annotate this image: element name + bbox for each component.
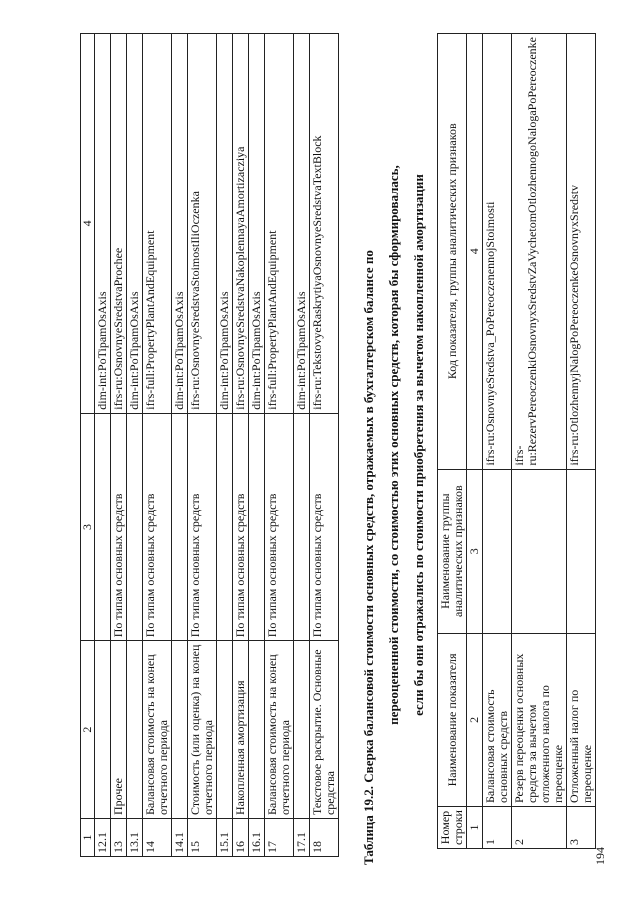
index-cell: 4 xyxy=(467,34,483,470)
table-cell xyxy=(483,469,512,633)
table-cell: Балансовая стоимость основных средств xyxy=(483,633,512,806)
index-cell: 1 xyxy=(467,807,483,849)
table-cell: По типам основных средств xyxy=(265,413,294,641)
index-cell: 2 xyxy=(467,633,483,806)
header-cell: Код показателя, группы аналитических признаков xyxy=(438,34,467,470)
table-cell: Балансовая стоимость на конец отчетного периода xyxy=(143,641,172,819)
table-row xyxy=(249,34,265,857)
table-cell: 16 xyxy=(233,819,249,857)
table-body xyxy=(483,34,596,849)
index-cell: 3 xyxy=(467,469,483,633)
table-cell: ifrs-full:PropertyPlantAndEquipment xyxy=(143,34,172,414)
table-cell xyxy=(127,641,143,819)
table-cell: Прочее xyxy=(111,641,127,819)
table-cell xyxy=(217,641,233,819)
table-cell: ifrs-ru:TekstovyeRaskrytiyaOsnovnyeSredstvaTextBlock xyxy=(310,34,339,414)
table-row xyxy=(483,34,512,849)
table-cell: Отложенный налог по переоценке xyxy=(567,633,596,806)
page-number: 194 xyxy=(593,847,607,865)
table-cell xyxy=(249,413,265,641)
table-cell: По типам основных средств xyxy=(111,413,127,641)
table-cell: dim-int:PoTipamOsAxis xyxy=(127,34,143,414)
header-cell: 4 xyxy=(81,34,95,414)
table-row xyxy=(143,34,172,857)
table-row xyxy=(265,34,294,857)
table-cell: 14.1 xyxy=(172,819,188,857)
table-cell: 15.1 xyxy=(217,819,233,857)
table-cell xyxy=(512,469,567,633)
continued-table xyxy=(80,33,339,857)
table-cell: 13 xyxy=(111,819,127,857)
table-row xyxy=(188,34,217,857)
table-cell: По типам основных средств xyxy=(143,413,172,641)
table-cell: 1 xyxy=(483,807,512,849)
table-cell: 17.1 xyxy=(294,819,310,857)
table-cell xyxy=(294,413,310,641)
table-row xyxy=(217,34,233,857)
table-cell: Накопленная амортизация xyxy=(233,641,249,819)
table-cell: dim-int:PoTipamOsAxis xyxy=(294,34,310,414)
table-cell xyxy=(95,413,111,641)
table-row xyxy=(172,34,188,857)
table-cell: По типам основных средств xyxy=(233,413,249,641)
table-row xyxy=(310,34,339,857)
table-cell: 12.1 xyxy=(95,819,111,857)
table-row xyxy=(294,34,310,857)
reconciliation-table xyxy=(437,33,596,849)
table-row xyxy=(512,34,567,849)
header-cell: 2 xyxy=(81,641,95,819)
header-cell: Наименование показателя xyxy=(438,633,467,806)
table-cell xyxy=(172,641,188,819)
table-cell: ifrs-ru:RezervPereoczenkiOsnovnyxSredstvZaVychetomOtlozhennogoNalogaPoPereoczenke xyxy=(512,34,567,470)
table-cell: Резерв переоценки основных средств за вычетом отложенного налога по переоценке xyxy=(512,633,567,806)
table-cell: dim-int:PoTipamOsAxis xyxy=(249,34,265,414)
table-cell: dim-int:PoTipamOsAxis xyxy=(172,34,188,414)
table-cell: По типам основных средств xyxy=(188,413,217,641)
table-cell xyxy=(294,641,310,819)
table-cell xyxy=(95,641,111,819)
table-cell: 18 xyxy=(310,819,339,857)
table-cell: По типам основных средств xyxy=(310,413,339,641)
header-cell: 1 xyxy=(81,819,95,857)
table-cell xyxy=(127,413,143,641)
header-cell: Наименование группы аналитических признаков xyxy=(438,469,467,633)
table-cell: Балансовая стоимость на конец отчетного периода xyxy=(265,641,294,819)
table-cell xyxy=(172,413,188,641)
table-cell: 17 xyxy=(265,819,294,857)
header-cell: 3 xyxy=(81,413,95,641)
table-body xyxy=(95,34,339,857)
table-cell: ifrs-ru:OsnovnyeSredstvaStoimostIliOczenka xyxy=(188,34,217,414)
table-cell: 15 xyxy=(188,819,217,857)
table-cell: Текстовое раскрытие. Основные средства xyxy=(310,641,339,819)
table-index-row xyxy=(81,34,95,857)
header-cell: Номер строки xyxy=(438,807,467,849)
table-row xyxy=(233,34,249,857)
table-row xyxy=(567,34,596,849)
table-caption-line: Таблица 19.2. Сверка балансовой стоимости основных средств, отражаемых в бухгалтерском балансе по xyxy=(361,250,376,865)
table-cell: 13.1 xyxy=(127,819,143,857)
table-caption-line: переоцененной стоимости, со стоимостью этих основных средств, которая бы сформировалась, xyxy=(386,165,401,725)
table-cell: ifrs-ru:OsnovnyeSredstvaNakoplennayaAmortizacziya xyxy=(233,34,249,414)
table-cell: ifrs-ru:OsnovnyeSredstva_PoPereoczenennojStoimosti xyxy=(483,34,512,470)
table-row xyxy=(95,34,111,857)
table-cell: 2 xyxy=(512,807,567,849)
table-cell: 16.1 xyxy=(249,819,265,857)
table-header-row xyxy=(438,34,467,849)
table-cell: Стоимость (или оценка) на конец отчетного периода xyxy=(188,641,217,819)
table-row xyxy=(111,34,127,857)
table-cell: ifrs-full:PropertyPlantAndEquipment xyxy=(265,34,294,414)
table-cell: ifrs-ru:OtlozhennyjNalogPoPereoczenkeOsnovnyxSredstv xyxy=(567,34,596,470)
table-cell: dim-int:PoTipamOsAxis xyxy=(95,34,111,414)
table-caption-line: если бы они отражались по стоимости приобретения за вычетом накопленной амортизации xyxy=(411,174,426,716)
table-cell: 3 xyxy=(567,807,596,849)
table-index-row xyxy=(467,34,483,849)
table-cell: dim-int:PoTipamOsAxis xyxy=(217,34,233,414)
table-cell xyxy=(567,469,596,633)
table-cell xyxy=(217,413,233,641)
table-cell xyxy=(249,641,265,819)
table-row xyxy=(127,34,143,857)
table-cell: 14 xyxy=(143,819,172,857)
table-cell: ifrs-ru:OsnovnyeSredstvaProchee xyxy=(111,34,127,414)
